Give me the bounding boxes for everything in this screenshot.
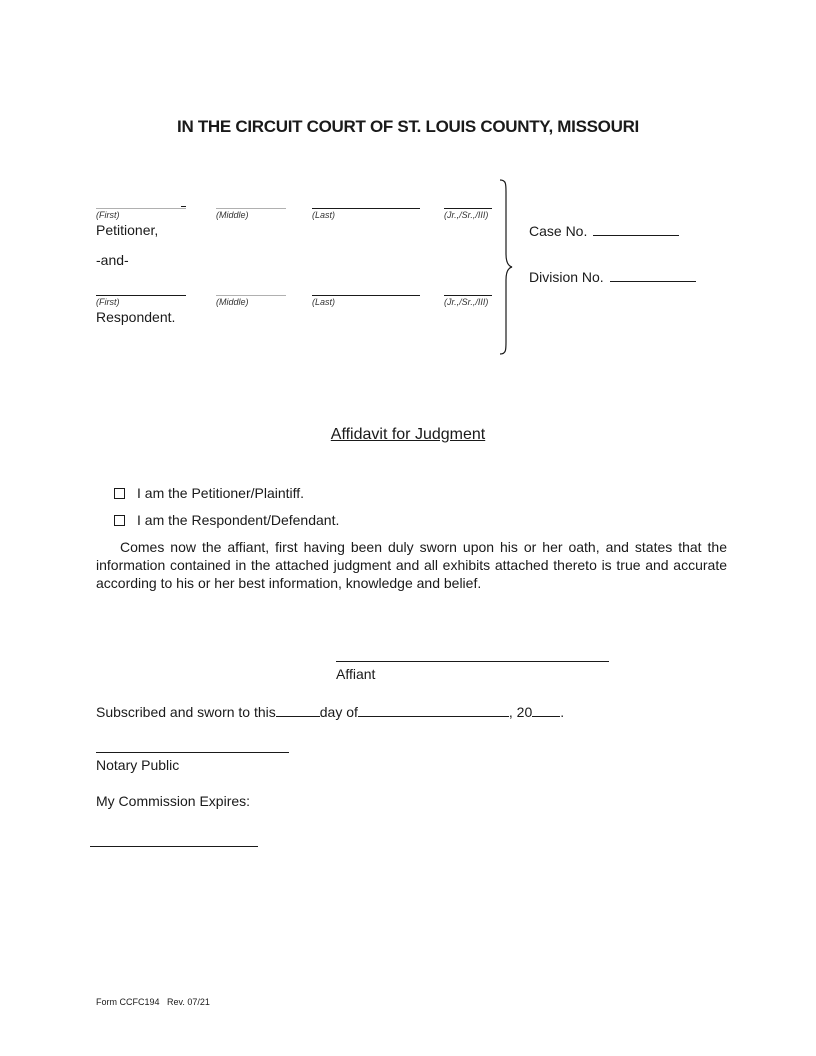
subscribed-prefix: Subscribed and sworn to this [96, 704, 276, 720]
commission-label: My Commission Expires: [96, 793, 251, 809]
and-label: -and- [96, 252, 129, 268]
division-number-field [529, 268, 696, 285]
respondent-label: Respondent. [96, 309, 176, 325]
respondent-middle-name-line[interactable] [216, 295, 286, 296]
respondent-last-name-line[interactable] [312, 295, 420, 296]
respondent-first-name-line[interactable] [96, 295, 186, 296]
petitioner-checkbox-label: I am the Petitioner/Plaintiff. [137, 485, 305, 501]
petitioner-first-name-tick [181, 206, 186, 207]
petitioner-middle-name-line[interactable] [216, 208, 286, 209]
petitioner-suffix-hint: (Jr.,/Sr.,/III) [444, 210, 489, 220]
respondent-checkbox[interactable] [114, 515, 125, 526]
form-footer: Form CCFC194 Rev. 07/21 [96, 997, 210, 1007]
respondent-checkbox-row[interactable] [114, 512, 339, 528]
division-number-label: Division No. [529, 269, 604, 285]
day-of-label: day of [319, 704, 358, 720]
court-title: IN THE CIRCUIT COURT OF ST. LOUIS COUNTY, MISSOURI [177, 117, 639, 136]
petitioner-last-hint: (Last) [312, 210, 336, 220]
respondent-middle-hint: (Middle) [216, 297, 249, 307]
petitioner-checkbox-row[interactable] [114, 485, 304, 501]
affiant-signature-line[interactable] [336, 661, 609, 662]
respondent-checkbox-label: I am the Respondent/Defendant. [137, 512, 340, 528]
petitioner-checkbox[interactable] [114, 488, 125, 499]
case-number-label: Case No. [529, 223, 588, 239]
case-number-blank[interactable] [593, 222, 679, 236]
subscribed-end: . [560, 704, 565, 720]
case-number-field [529, 222, 679, 239]
petitioner-suffix-line[interactable] [444, 208, 492, 209]
petitioner-last-name-line[interactable] [312, 208, 420, 209]
year-prefix: , 20 [508, 704, 533, 720]
respondent-suffix-hint: (Jr.,/Sr.,/III) [444, 297, 489, 307]
division-number-blank[interactable] [610, 268, 696, 282]
petitioner-first-hint: (First) [96, 210, 120, 220]
notary-signature-line[interactable] [96, 752, 289, 753]
respondent-first-hint: (First) [96, 297, 120, 307]
caption-brace [498, 178, 514, 356]
petitioner-first-name-line[interactable] [96, 208, 186, 209]
document-heading: Affidavit for Judgment [330, 426, 486, 443]
affiant-label: Affiant [336, 666, 376, 682]
commission-expiry-line[interactable] [90, 846, 258, 847]
subscribed-line [96, 703, 564, 720]
petitioner-label: Petitioner, [96, 222, 159, 238]
notary-label: Notary Public [96, 757, 180, 773]
petitioner-middle-hint: (Middle) [216, 210, 249, 220]
day-blank[interactable] [276, 703, 320, 717]
month-blank[interactable] [358, 703, 509, 717]
affidavit-statement: Comes now the affiant, first having been duly sworn upon his or her oath, and states that the information contained in the attached judgment and all exhibits attached thereto is true and accurate according to his or her best information, knowledge and belief. [96, 539, 727, 591]
respondent-last-hint: (Last) [312, 297, 336, 307]
respondent-suffix-line[interactable] [444, 295, 492, 296]
year-blank[interactable] [532, 703, 560, 717]
